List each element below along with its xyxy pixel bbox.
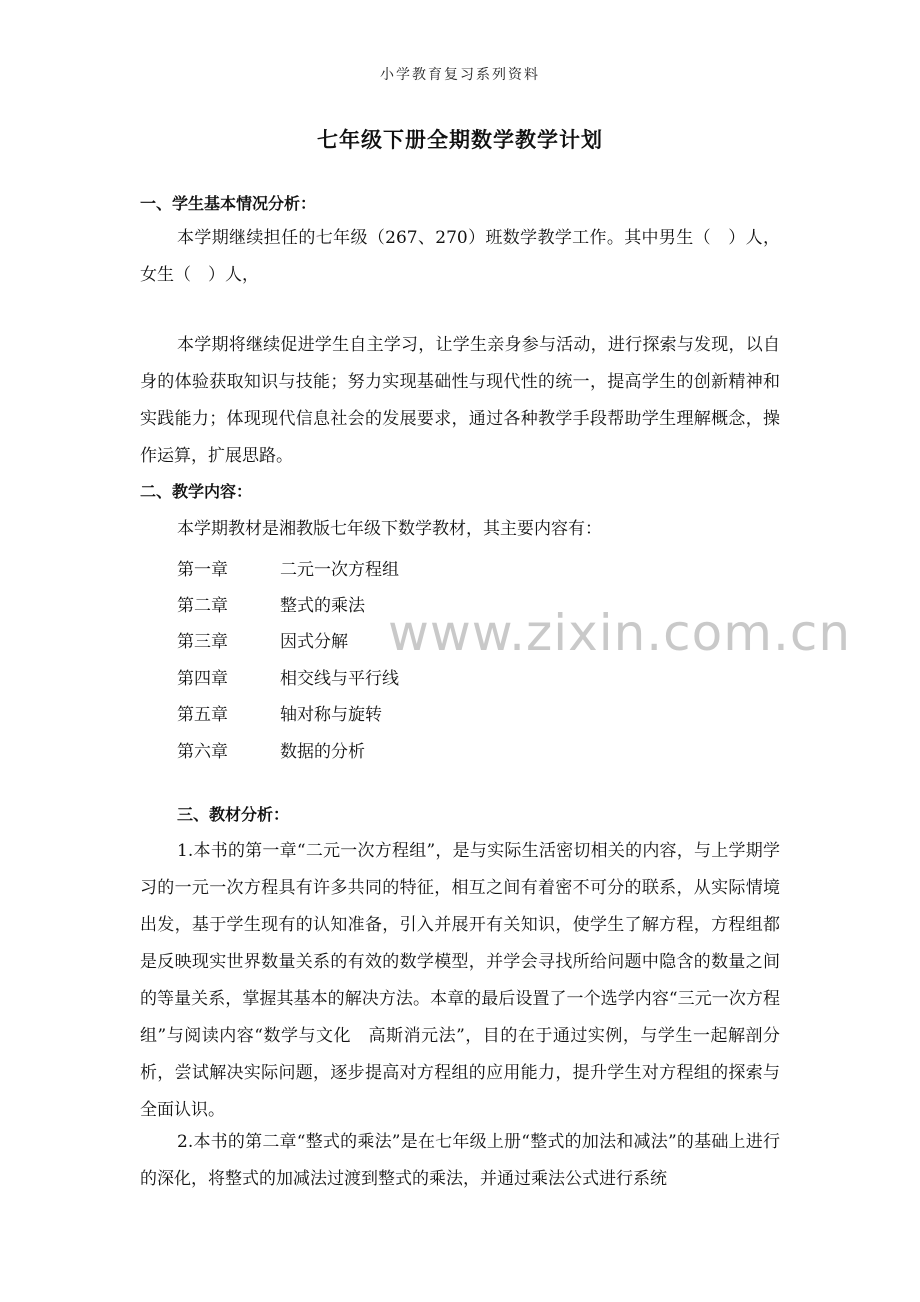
chapter-row (177, 731, 597, 767)
chapter-row (177, 622, 597, 658)
textbook-analysis-paragraph-2: 2.本书的第二章“整式的乘法”是在七年级上册“整式的加法和减法”的基础上进行的深化，将整式的加减法过渡到整式的乘法，并通过乘法公式进行系统 (140, 1132, 780, 1189)
chapter-number: 第六章 (177, 741, 228, 762)
chapter-title: 二元一次方程组 (280, 559, 399, 580)
chapter-number: 第二章 (177, 596, 228, 617)
chapter-row (177, 695, 597, 731)
section-heading-teaching-content: 二、教学内容： (140, 482, 253, 501)
chapter-number: 第一章 (177, 559, 228, 580)
teaching-content-intro: 本学期教材是湘教版七年级下数学教材，其主要内容有： (177, 519, 602, 539)
chapter-number: 第三章 (177, 632, 228, 653)
chapter-row (177, 585, 597, 621)
chapter-list (177, 549, 597, 767)
document-title: 七年级下册全期数学教学计划 (317, 127, 603, 152)
section-heading-student-analysis: 一、学生基本情况分析： (140, 194, 317, 213)
chapter-title: 整式的乘法 (280, 596, 365, 617)
textbook-analysis-paragraph-1: 1.本书的第一章“二元一次方程组”，是与实际生活密切相关的内容，与上学期学习的一元一次方程具有许多共同的特征，相互之间有着密不可分的联系，从实际情境出发，基于学生现有的认知准备，引入并展开有关知识，使学生了解方程，方程组都是反映现实世界数量关系的有效的数学模型，并学会寻找所给问题中隐含的数量之间的等量关系，掌握其基本的解决方法。本章的最后设置了一个选学内容“三元一次方程组”与阅读内容“数学与文化 高斯消元法”，目的在于通过实例，与学生一起解剖分析，尝试解决实际问题，逐步提高对方程组的应用能力，提升学生对方程组的探索与全面认识。 (140, 841, 780, 1120)
chapter-row (177, 658, 597, 694)
watermark: www.zixin.com.cn (388, 604, 852, 662)
chapter-row (177, 549, 597, 585)
chapter-title: 数据的分析 (280, 741, 365, 762)
student-analysis-paragraph-2: 本学期将继续促进学生自主学习，让学生亲身参与活动，进行探索与发现，以自身的体验获取知识与技能；努力实现基础性与现代性的统一，提高学生的创新精神和实践能力；体现现代信息社会的发展要求，通过各种教学手段帮助学生理解概念，操作运算，扩展思路。 (140, 335, 780, 466)
student-analysis-paragraph-1: 本学期继续担任的七年级（267、270）班数学教学工作。其中男生（ ）人，女生（ ）人， (140, 228, 780, 285)
page-header: 小学教育复习系列资料 (380, 67, 540, 83)
section-heading-textbook-analysis: 三、教材分析： (177, 805, 290, 824)
chapter-title: 因式分解 (280, 632, 348, 653)
chapter-number: 第四章 (177, 668, 228, 689)
chapter-title: 轴对称与旋转 (280, 705, 382, 726)
chapter-title: 相交线与平行线 (280, 668, 399, 689)
chapter-number: 第五章 (177, 705, 228, 726)
